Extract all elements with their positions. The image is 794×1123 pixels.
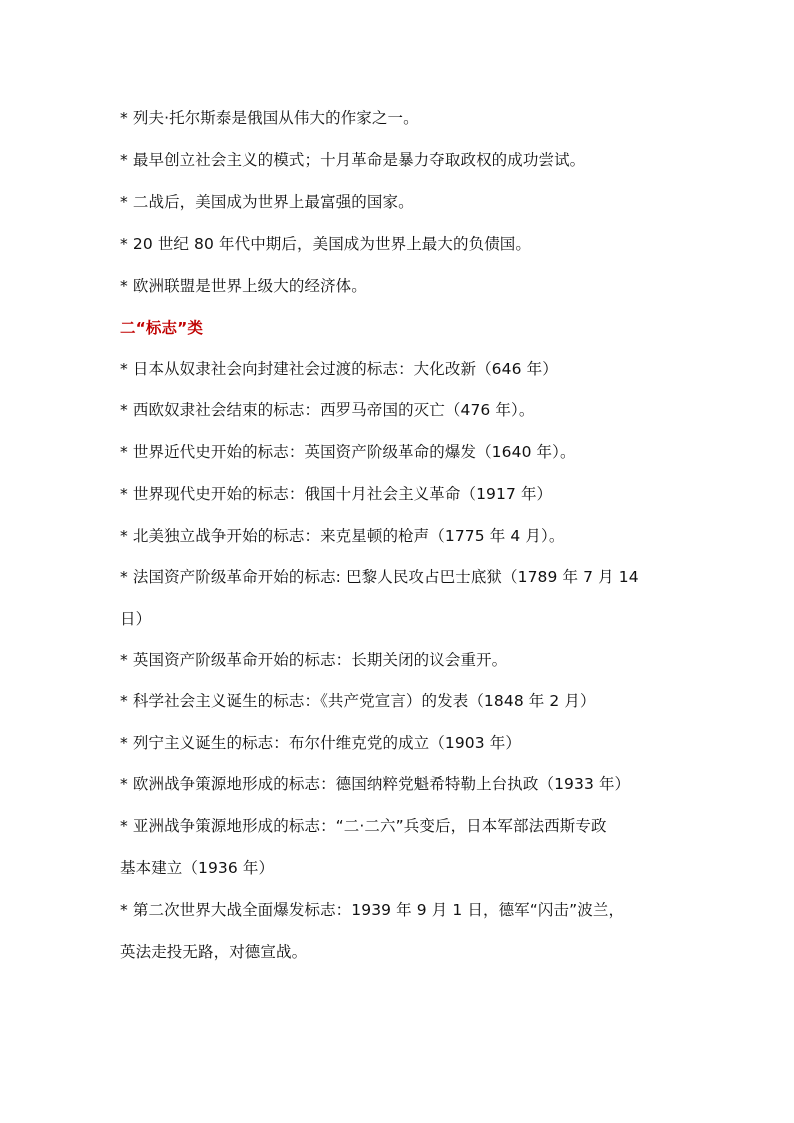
section-heading: 二“标志”类: [120, 319, 203, 337]
text-line-bolshevik: * 列宁主义诞生的标志：布尔什维克党的成立（1903 年）: [120, 734, 521, 752]
text-line-socialism-model: * 最早创立社会主义的模式；十月革命是暴力夺取政权的成功尝试。: [120, 151, 586, 169]
text-line-lexington: * 北美独立战争开始的标志：来克星顿的枪声（1775 年 4 月）。: [120, 527, 565, 545]
text-line-western-rome: * 西欧奴隶社会结束的标志：西罗马帝国的灭亡（476 年）。: [120, 401, 535, 419]
text-line-tolstoy: * 列夫·托尔斯泰是俄国从伟大的作家之一。: [120, 109, 419, 127]
text-line-bastille: * 法国资产阶级革命开始的标志: 巴黎人民攻占巴士底狱（1789 年 7 月 14: [120, 568, 639, 586]
text-line-communist-manifesto: * 科学社会主义诞生的标志：《共产党宣言）的发表（1848 年 2 月）: [120, 692, 596, 710]
text-line-eu-economy: * 欧洲联盟是世界上级大的经济体。: [120, 277, 367, 295]
text-line-modern-history: * 世界近代史开始的标志：英国资产阶级革命的爆发（1640 年）。: [120, 443, 576, 461]
text-line-us-strongest: * 二战后，美国成为世界上最富强的国家。: [120, 193, 414, 211]
text-line-wwii: * 第二次世界大战全面爆发标志：1939 年 9 月 1 日，德军“闪击”波兰，: [120, 901, 625, 919]
text-line-long-parliament: * 英国资产阶级革命开始的标志：长期关闭的议会重开。: [120, 651, 508, 669]
text-line-us-debtor: * 20 世纪 80 年代中期后，美国成为世界上最大的负债国。: [120, 235, 532, 253]
text-line-wwii-cont: 英法走投无路，对德宣战。: [120, 943, 308, 961]
text-line-226-incident-cont: 基本建立（1936 年）: [120, 859, 275, 877]
text-line-hitler: * 欧洲战争策源地形成的标志：德国纳粹党魁希特勒上台执政（1933 年）: [120, 775, 631, 793]
text-line-bastille-cont: 日）: [120, 610, 152, 628]
text-line-taika-reform: * 日本从奴隶社会向封建社会过渡的标志：大化改新（646 年）: [120, 360, 558, 378]
text-line-226-incident: * 亚洲战争策源地形成的标志：“二·二六”兵变后，日本军部法西斯专政: [120, 817, 607, 835]
text-line-contemporary-history: * 世界现代史开始的标志：俄国十月社会主义革命（1917 年）: [120, 485, 553, 503]
